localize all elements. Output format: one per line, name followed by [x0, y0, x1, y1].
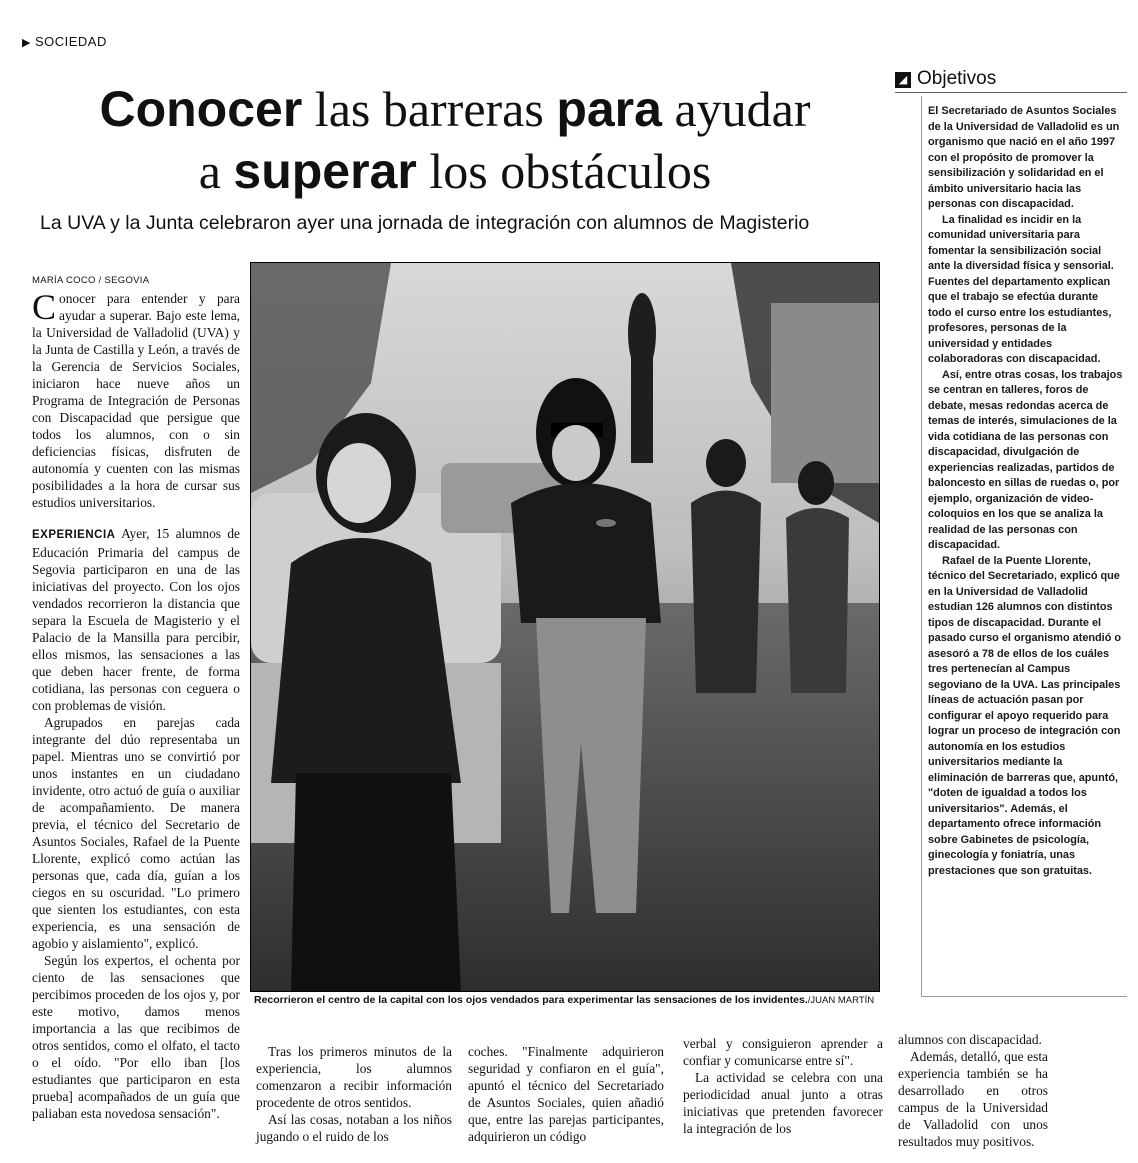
article-column-5	[898, 1031, 1048, 1150]
headline-word: ayudar	[674, 81, 811, 137]
photo-illustration	[251, 263, 879, 991]
article-paragraph: Así las cosas, notaban a los niños jugando o el ruido de los	[256, 1112, 452, 1144]
headline	[30, 78, 880, 202]
sidebar-paragraph: Así, entre otras cosas, los trabajos se centran en talleres, foros de debate, mesas redondas acerca de temas de interés, simulaciones de la vida cotidiana de las personas con discapacidad, divulgación de experiencias realizadas, partidos de baloncesto en sillas de ruedas o, por ejemplo, organización de video-coloquios en los que se analiza la realidad de las personas con discapacidad.	[928, 368, 1123, 551]
photo-credit: /JUAN MARTÍN	[807, 995, 875, 1006]
article-paragraph: Tras los primeros minutos de la experiencia, los alumnos comenzaron a recibir información procedente de otros sentidos.	[256, 1044, 452, 1110]
section-arrow-icon: ▶	[22, 37, 31, 49]
headline-word: los obstáculos	[429, 143, 712, 199]
sidebar-paragraph: El Secretariado de Asuntos Sociales de la Universidad de Valladolid es un organismo que nació en el año 1997 con el propósito de promover la sensibilización y solidaridad en el ámbito universitario hacia las personas con discapacidad.	[928, 105, 1120, 210]
byline: MARÍA COCO / SEGOVIA	[32, 275, 150, 286]
sidebar-title	[895, 68, 996, 90]
headline-word: las barreras	[314, 81, 544, 137]
caption-text: Recorrieron el centro de la capital con los ojos vendados para experimentar las sensaciones de los invidentes.	[254, 994, 808, 1006]
article-column-2	[256, 1043, 452, 1145]
subtitle: La UVA y la Junta celebraron ayer una jornada de integración con alumnos de Magisterio	[40, 212, 810, 234]
article-text: onocer para entender y para ayudar a superar. Bajo este lema, la Universidad de Valladolid (UVA) y la Junta de Castilla y León, a través de la Gerencia de Servicios Sociales, iniciaron hace nueve años un Programa de Integración de Personas con Discapacidad que persigue que todos los alumnos, con o sin deficiencias físicas, disfruten de autonomía y cuenten con las mismas posibilidades a la hora de cursar sus estudios universitarios.	[32, 291, 240, 510]
sidebar-bottom-rule	[921, 996, 1127, 997]
sidebar-paragraph: Rafael de la Puente Llorente, técnico del Secretariado, explicó que en la Universidad de Valladolid estudian 126 alumnos con distintos tipos de discapacidad. Durante el pasado curso el organismo atendió o asesoró a 78 de ellos de los cuáles tres pertenecían al Campus segoviano de la UVA. Las principales líneas de actuación pasan por configurar el apoyo requerido para lograr un proceso de integración con autonomía en los estudios universitarios mediante la eliminación de barreras que, apuntó, "doten de igualdad a todos los universitarios". Además, el departamento ofrece información sobre Gabinetes de psicología, ginecología y foniatría, unas prestaciones que son gratuitas.	[928, 554, 1122, 877]
dropcap: C	[32, 287, 57, 327]
section-label-text: SOCIEDAD	[34, 34, 107, 49]
article-paragraph	[32, 287, 240, 511]
section-label	[22, 34, 107, 49]
article-paragraph: coches. "Finalmente adquirieron seguridad y confiaron en el guía", apuntó el técnico del Secretariado de Asuntos Sociales, quien añadió que, entre las parejas participantes, adquirieron un código	[468, 1044, 664, 1144]
article-photo	[250, 262, 880, 992]
article-paragraph: Según los expertos, el ochenta por ciento de las sensaciones que percibimos proceden de los ojos y, por este motivo, damos menos importancia a las que recibimos de otros sentidos, como el olfato, el tacto o el oído. "Por ello iban [los estudiantes que participaron en esta prueba] acompañados de un guía que paliaban esta novedosa sensación".	[32, 953, 240, 1121]
headline-word: Conocer	[99, 81, 303, 137]
article-paragraph: alumnos con discapacidad.	[898, 1032, 1042, 1047]
sidebar-paragraph: La finalidad es incidir en la comunidad universitaria para fomentar la sensibilización social ante la diversidad física y sensorial. Fuentes del departamento explican que el trabajo se efectúa durante todo el curso entre los estudiantes, profesores, personas de la universidad y entidades colaboradoras con discapacidad.	[928, 213, 1114, 365]
photo-caption	[254, 994, 884, 1006]
article-paragraph: verbal y consiguieron aprender a confiar y comunicarse entre sí".	[683, 1036, 883, 1068]
kicker: EXPERIENCIA	[32, 529, 116, 541]
article-column-3	[468, 1043, 664, 1145]
article-paragraph: Agrupados en parejas cada integrante del dúo representaba un papel. Mientras uno se convirtió por unos instantes en un ciudadano invidente, otro actuó de guía o auxiliar de acompañamiento. De manera previa, el técnico del Secretario de Asuntos Sociales, Rafael de la Puente Llorente, explicó como actúan las personas que, cada día, guían a los ciegos en su oscuridad. "Lo primero que sienten los estudiantes, con esta experiencia, es una sensación de agobio y aislamiento", explicó.	[32, 715, 240, 951]
article-column-1b	[32, 525, 240, 1122]
sidebar-divider	[895, 92, 1127, 93]
article-paragraph: La actividad se celebra con una periodicidad anual junto a otras iniciativas que pretenden favorecer la integración de los	[683, 1070, 883, 1136]
article-paragraph: Además, detalló, que esta experiencia también se ha desarrollado en otros campus de la Universidad de Valladolid con unos resultados muy positivos.	[898, 1049, 1048, 1149]
sidebar-body	[928, 104, 1124, 879]
headline-word: a	[198, 143, 221, 199]
article-paragraph	[32, 525, 240, 714]
headline-word: superar	[233, 143, 417, 199]
sidebar-title-text: Objetivos	[917, 68, 997, 89]
article-column-1	[32, 287, 240, 511]
sidebar-rule	[921, 96, 922, 996]
article-column-4	[683, 1035, 883, 1137]
headline-word: para	[556, 81, 662, 137]
article-text: Ayer, 15 alumnos de Educación Primaria del campus de Segovia participaron en una de las iniciativas del proyecto. Con los ojos vendados recorrieron la distancia que separa la Escuela de Magisterio y el Palacio de la Mansilla para percibir, ellos mismos, las sensaciones a las que deben hacer frente, de forma cotidiana, las personas con ceguera o con problemas de visión.	[32, 526, 240, 713]
sidebar-box-icon: ◢	[895, 72, 911, 88]
